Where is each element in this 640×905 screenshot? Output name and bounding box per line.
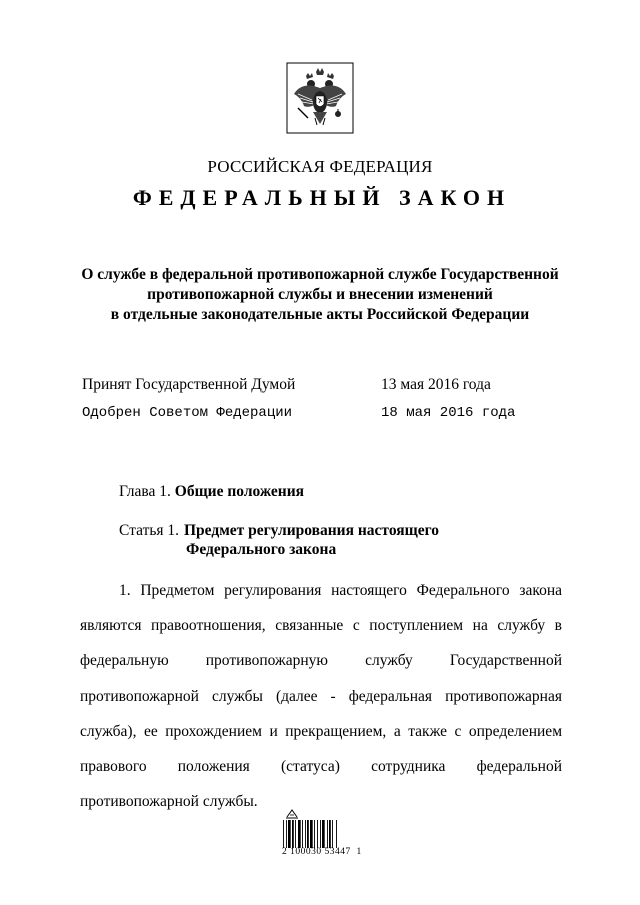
- approval-date: 18 мая 2016 года: [381, 405, 516, 421]
- barcode-bar: [310, 820, 313, 848]
- barcode-bar: [322, 820, 325, 848]
- barcode-bar: [329, 820, 331, 848]
- registry-stamp-icon: [285, 808, 299, 820]
- article-heading: [119, 521, 439, 559]
- barcode-bar: [292, 820, 294, 848]
- barcode-bar: [307, 820, 309, 848]
- barcode-bar: [298, 820, 301, 848]
- barcode-bar: [320, 820, 321, 848]
- law-title-line: О службе в федеральной противопожарной службе Государственной: [81, 266, 559, 283]
- law-title: [60, 265, 580, 325]
- adoption-date: 13 мая 2016 года: [381, 376, 491, 393]
- approval-label: Одобрен Советом Федерации: [82, 405, 293, 421]
- country-name: РОССИЙСКАЯ ФЕДЕРАЦИЯ: [207, 157, 433, 176]
- article-paragraph: 1. Предметом регулирования настоящего Федерального закона являются правоотношения, связанные с поступлением на службу в федеральную противопожарную службу Государственной противопожарной службы (далее - федеральная противопожарная служба), ее прохождением и прекращением, а также с определением правового положения (статуса) сотрудника федеральной противопожарной службы.: [80, 582, 562, 811]
- document-type-heading: ФЕДЕРАЛЬНЫЙ ЗАКОН: [132, 185, 512, 210]
- chapter-heading: [119, 483, 304, 501]
- barcode-bar: [314, 820, 315, 848]
- adoption-label: Принят Государственной Думой: [82, 376, 296, 393]
- article-title-line2: Федерального закона: [186, 541, 337, 558]
- law-title-line: в отдельные законодательные акты Российской Федерации: [110, 306, 530, 323]
- barcode-bar: [332, 820, 333, 848]
- barcode-number: 2 100030 53447 1: [282, 847, 362, 857]
- article-title-line1: Предмет регулирования настоящего: [184, 522, 440, 539]
- barcode-bar: [336, 820, 337, 848]
- law-title-line: противопожарной службы и внесении изменений: [147, 286, 493, 303]
- barcode-bar: [288, 820, 291, 848]
- barcode: [283, 820, 353, 848]
- barcode-bar: [302, 820, 303, 848]
- chapter-title: Общие положения: [174, 483, 305, 500]
- barcode-bar: [295, 820, 296, 848]
- barcode-bar: [327, 820, 328, 848]
- chapter-number: Глава 1.: [119, 483, 171, 500]
- barcode-bar: [286, 820, 287, 848]
- barcode-bar: [317, 820, 318, 848]
- barcode-bar: [283, 820, 284, 848]
- coat-of-arms-icon: [286, 62, 354, 134]
- article-number: Статья 1.: [119, 522, 180, 539]
- barcode-bar: [305, 820, 306, 848]
